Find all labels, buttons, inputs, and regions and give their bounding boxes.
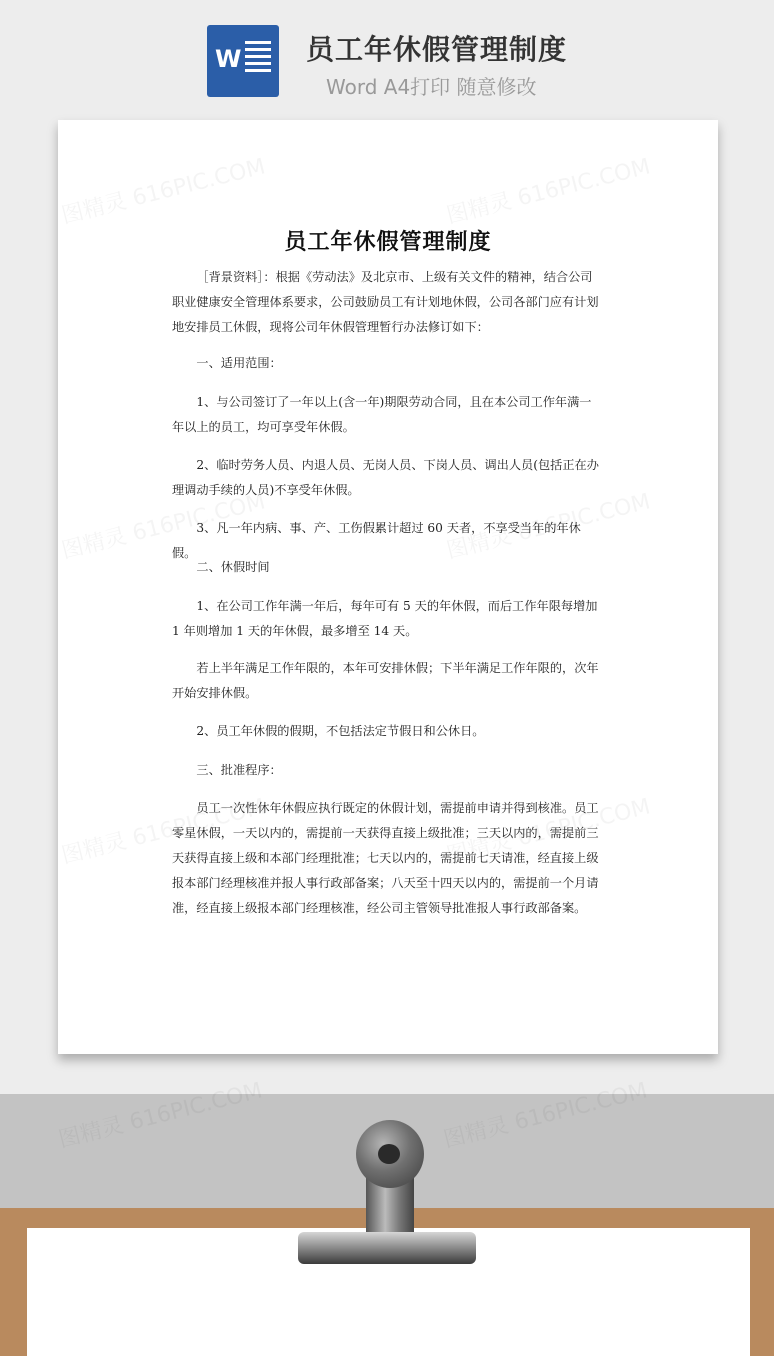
document-title: 员工年休假管理制度	[284, 229, 492, 255]
clip-base-icon	[298, 1232, 476, 1264]
word-icon	[207, 25, 279, 97]
paragraph-scope-3: 3、凡一年内病、事、产、工伤假累计超过 60 天者，不享受当年的年休假。	[172, 521, 581, 560]
document-page	[58, 120, 718, 1054]
paragraph-scope-2: 2、临时劳务人员、内退人员、无岗人员、下岗人员、调出人员(包括正在办理调动手续的人员)不享受年休假。	[172, 458, 599, 497]
clip-knob-icon	[356, 1120, 424, 1188]
header-title: 员工年休假管理制度	[306, 33, 568, 66]
paragraph-scope-1: 1、与公司签订了一年以上(含一年)期限劳动合同，且在本公司工作年满一年以上的员工，均可享受年休假。	[172, 395, 592, 434]
watermark	[443, 149, 653, 230]
header-subtitle: Word A4打印 随意修改	[326, 75, 537, 99]
word-icon-lines	[245, 41, 271, 76]
paragraph-leave-time-2: 2、员工年休假的假期，不包括法定节假日和公休日。	[196, 724, 485, 738]
watermark	[58, 149, 268, 230]
word-icon-letter: W	[215, 45, 242, 73]
paragraph-background: ［背景资料］：根据《劳动法》及北京市、上级有关文件的精神，结合公司职业健康安全管理体系要求，公司鼓励员工有计划地休假，公司各部门应有计划地安排员工休假，现将公司年休假管理暂行办法修订如下：	[172, 270, 599, 334]
watermark	[55, 1073, 265, 1154]
page-header	[0, 0, 774, 112]
heading-leave-time: 二、休假时间	[196, 560, 270, 574]
paragraph-leave-time-note: 若上半年满足工作年限的，本年可安排休假；下半年满足工作年限的，次年开始安排休假。	[172, 661, 599, 700]
paragraph-approval: 员工一次性休年休假应执行既定的休假计划，需提前申请并得到核准。员工零星休假，一天以内的，需提前一天获得直接上级批准；三天以内的，需提前三天获得直接上级和本部门经理批准；七天以内的，需提前七天请准，经直接上级报本部门经理核准并报人事行政部备案；八天至十四天以内的，需提前一个月请准，经直接上级报本部门经理核准，经公司主管领导批准报人事行政部备案。	[172, 801, 599, 915]
paragraph-leave-time-1: 1、在公司工作年满一年后，每年可有 5 天的年休假，而后工作年限每增加 1 年则增加 1 天的年休假，最多增至 14 天。	[172, 599, 598, 638]
watermark	[440, 1073, 650, 1154]
heading-approval: 三、批准程序：	[196, 763, 282, 777]
heading-scope: 一、适用范围：	[196, 356, 282, 370]
